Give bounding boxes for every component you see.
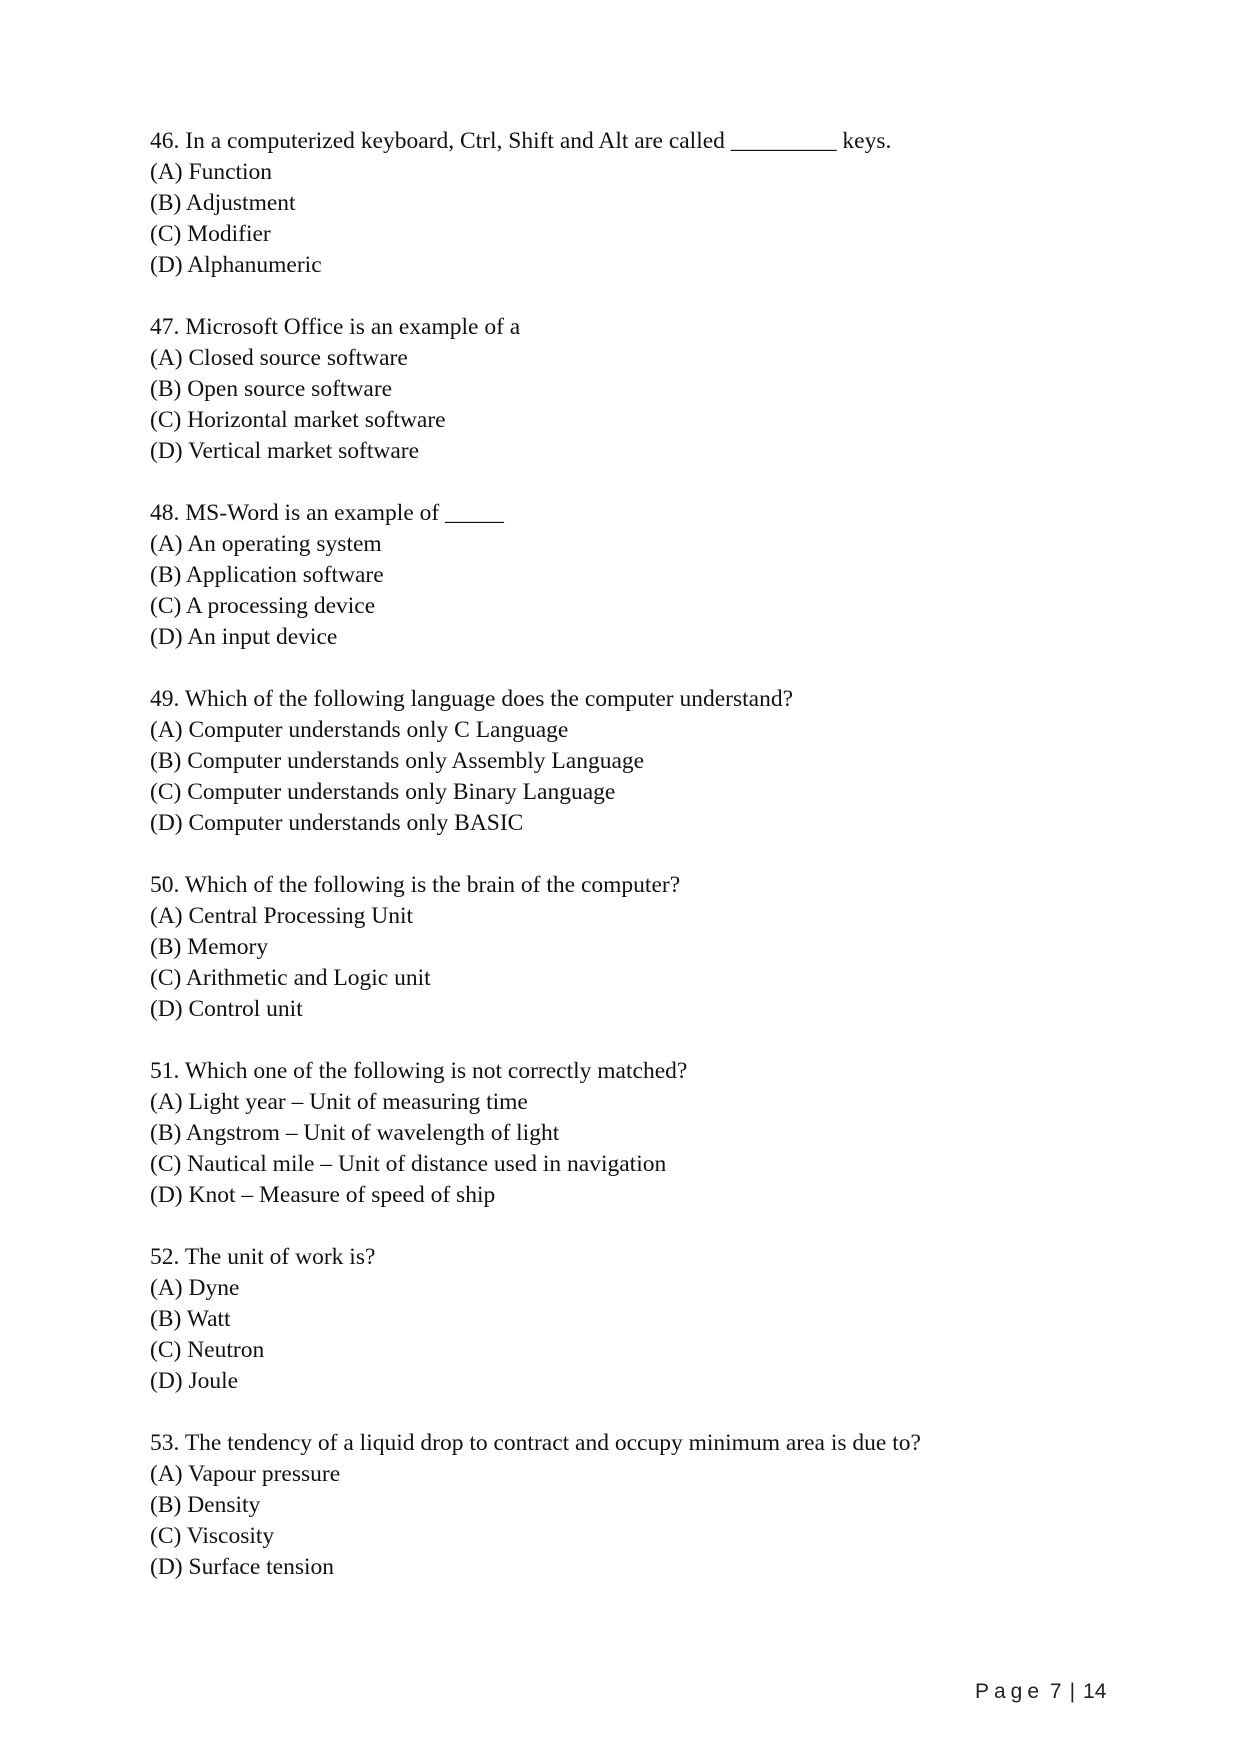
question-text: 52. The unit of work is?	[150, 1244, 376, 1270]
question-text: 53. The tendency of a liquid drop to contract and occupy minimum area is due to?	[150, 1430, 921, 1456]
option-a: (A) Function	[150, 159, 273, 185]
question-51	[150, 1056, 1150, 1211]
option-c: (C) A processing device	[150, 593, 376, 619]
option-d: (D) Alphanumeric	[150, 252, 322, 278]
question-list	[150, 126, 1150, 1614]
page-label: Page	[975, 1680, 1045, 1703]
question-text: 51. Which one of the following is not correctly matched?	[150, 1058, 688, 1084]
option-b: (B) Open source software	[150, 376, 393, 402]
option-d: (D) Knot – Measure of speed of ship	[150, 1182, 496, 1208]
option-d: (D) Joule	[150, 1368, 239, 1394]
question-text: 49. Which of the following language does the computer understand?	[150, 686, 794, 712]
page-separator: |	[1069, 1680, 1076, 1703]
option-a: (A) Dyne	[150, 1275, 240, 1301]
option-a: (A) Computer understands only C Language	[150, 717, 569, 743]
question-53	[150, 1428, 1150, 1583]
question-50	[150, 870, 1150, 1025]
question-text: 50. Which of the following is the brain of the computer?	[150, 872, 681, 898]
option-c: (C) Computer understands only Binary Language	[150, 779, 616, 805]
question-text: 48. MS-Word is an example of _____	[150, 500, 504, 526]
option-a: (A) Light year – Unit of measuring time	[150, 1089, 528, 1115]
option-d: (D) An input device	[150, 624, 338, 650]
option-c: (C) Viscosity	[150, 1523, 275, 1549]
option-b: (B) Density	[150, 1492, 261, 1518]
option-a: (A) Central Processing Unit	[150, 903, 414, 929]
option-a: (A) An operating system	[150, 531, 382, 557]
option-a: (A) Vapour pressure	[150, 1461, 341, 1487]
option-b: (B) Memory	[150, 934, 269, 960]
option-b: (B) Computer understands only Assembly Language	[150, 748, 645, 774]
option-b: (B) Application software	[150, 562, 384, 588]
option-a: (A) Closed source software	[150, 345, 408, 371]
option-b: (B) Watt	[150, 1306, 231, 1332]
question-text: 46. In a computerized keyboard, Ctrl, Shift and Alt are called _________ keys.	[150, 128, 892, 154]
question-47	[150, 312, 1150, 467]
option-d: (D) Vertical market software	[150, 438, 420, 464]
question-46	[150, 126, 1150, 281]
option-c: (C) Modifier	[150, 221, 271, 247]
question-49	[150, 684, 1150, 839]
question-52	[150, 1242, 1150, 1397]
option-c: (C) Nautical mile – Unit of distance used in navigation	[150, 1151, 667, 1177]
option-c: (C) Arithmetic and Logic unit	[150, 965, 431, 991]
option-d: (D) Computer understands only BASIC	[150, 810, 524, 836]
question-48	[150, 498, 1150, 653]
option-d: (D) Surface tension	[150, 1554, 335, 1580]
option-b: (B) Adjustment	[150, 190, 296, 216]
page-total: 14	[1083, 1680, 1107, 1703]
page-current: 7	[1049, 1680, 1062, 1703]
option-d: (D) Control unit	[150, 996, 303, 1022]
question-text: 47. Microsoft Office is an example of a	[150, 314, 521, 340]
option-c: (C) Neutron	[150, 1337, 265, 1363]
option-b: (B) Angstrom – Unit of wavelength of light	[150, 1120, 560, 1146]
option-c: (C) Horizontal market software	[150, 407, 446, 433]
page-footer	[975, 1677, 1106, 1707]
